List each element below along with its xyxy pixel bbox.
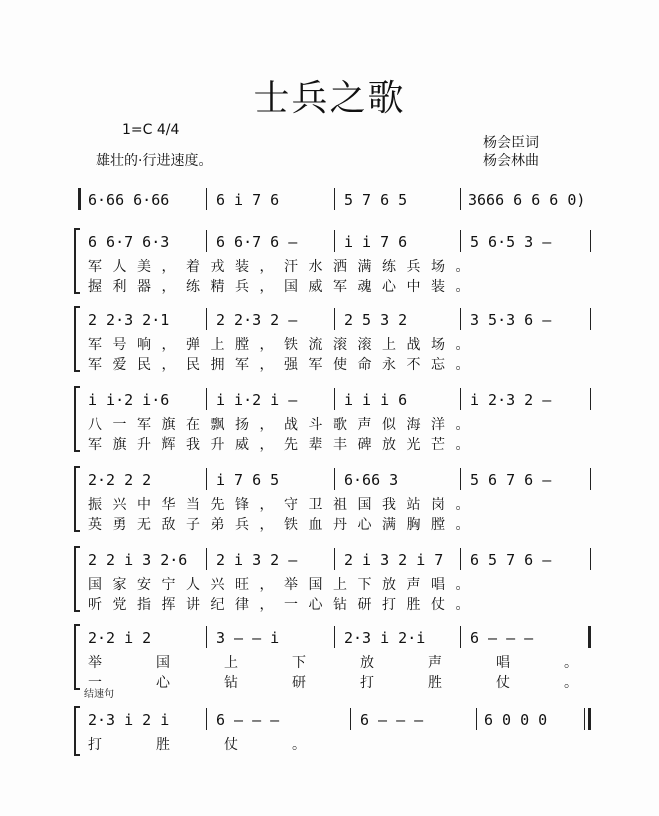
barline	[334, 308, 335, 330]
music-system	[78, 228, 594, 296]
barline	[334, 230, 335, 252]
composer-credit: 杨会林曲	[483, 153, 539, 169]
barline	[334, 188, 335, 210]
measure: 2·3 i 2 i	[88, 711, 170, 729]
measure: 2·3 i 2·i	[344, 629, 426, 647]
measure: 6 i 7 6	[216, 191, 280, 209]
barline	[206, 626, 207, 648]
measure: i i 7 6	[344, 233, 408, 251]
repeat-barline	[78, 188, 81, 210]
measure: 2·2 2 2	[88, 471, 152, 489]
measure: 6 – – –	[470, 629, 534, 647]
lyric-line-verse-1: 军号响，弹上膛，铁流滚滚上战场。	[88, 337, 480, 353]
barline	[206, 308, 207, 330]
lyric-line-verse-2: 军爱民，民拥军，强军使命永不忘。	[88, 357, 480, 373]
lyric-line-verse-2: 听党指挥讲纪律，一心钻研打胜仗。	[88, 597, 480, 613]
measure: 6 0 0 0	[484, 711, 548, 729]
barline	[460, 308, 461, 330]
barline	[334, 468, 335, 490]
barline	[206, 230, 207, 252]
repeat-end-barline	[588, 626, 591, 648]
key-signature: 1=C 4/4	[122, 122, 180, 138]
barline	[350, 708, 351, 730]
barline	[590, 308, 591, 330]
measure: 2 2 i 3 2·6	[88, 551, 188, 569]
notation-line	[78, 306, 594, 334]
measure: 5 7 6 5	[344, 191, 408, 209]
measure: 2 2·3 2·1	[88, 311, 170, 329]
measure: 2 2·3 2 –	[216, 311, 298, 329]
lyric-line-verse-1: 国家安宁人兴旺，举国上下放声唱。	[88, 577, 480, 593]
barline	[460, 188, 461, 210]
barline	[334, 626, 335, 648]
barline	[460, 548, 461, 570]
barline	[460, 626, 461, 648]
final-barline-thick	[588, 708, 591, 730]
lyric-line-verse-2: 军旗升辉我升威，先辈丰碑放光芒。	[88, 437, 480, 453]
notation-line	[78, 706, 594, 734]
barline	[206, 548, 207, 570]
notation-line	[78, 228, 594, 256]
barline	[206, 708, 207, 730]
barline	[334, 388, 335, 410]
lyric-line-verse-1: 军人美，着戎装，汗水洒满练兵场。	[88, 259, 480, 275]
measure: 5 6 7 6 –	[470, 471, 552, 489]
barline	[590, 548, 591, 570]
measure: 3 – – i	[216, 629, 280, 647]
tempo-marking: 雄壮的·行进速度。	[96, 153, 213, 169]
coda-label: 结速句	[84, 689, 114, 700]
barline	[590, 388, 591, 410]
notation-line	[78, 466, 594, 494]
barline	[590, 468, 591, 490]
music-system	[78, 306, 594, 374]
measure: 2 5 3 2	[344, 311, 408, 329]
barline	[476, 708, 477, 730]
music-system	[78, 386, 594, 454]
lyric-line-verse-2: 握利器，练精兵，国威军魂心中装。	[88, 279, 480, 295]
music-system	[78, 466, 594, 534]
music-system-coda	[78, 706, 594, 754]
lyric-line: 打胜仗。	[88, 737, 360, 753]
music-system-intro	[78, 186, 594, 214]
barline	[460, 388, 461, 410]
barline	[206, 188, 207, 210]
measure: 2 i 3 2 –	[216, 551, 298, 569]
measure: 2·2 i 2	[88, 629, 152, 647]
barline	[206, 388, 207, 410]
final-barline-thin	[584, 708, 585, 730]
measure: 3666 6 6 6 0)	[468, 191, 586, 209]
barline	[460, 468, 461, 490]
measure: 5 6·5 3 –	[470, 233, 552, 251]
barline	[460, 230, 461, 252]
measure: 6 6·7 6·3	[88, 233, 170, 251]
measure: i 2·3 2 –	[470, 391, 552, 409]
barline	[590, 230, 591, 252]
music-system	[78, 624, 632, 692]
measure: 6 5 7 6 –	[470, 551, 552, 569]
barline	[206, 468, 207, 490]
measure: i i·2 i·6	[88, 391, 170, 409]
song-title: 士兵之歌	[253, 78, 406, 119]
lyric-line-verse-2: 英勇无敌子弟兵，铁血丹心满胸膛。	[88, 517, 480, 533]
measure: 2 i 3 2 i 7	[344, 551, 444, 569]
lyric-line-verse-1: 八一军旗在飘扬，战斗歌声似海洋。	[88, 417, 480, 433]
measure: 3 5·3 6 –	[470, 311, 552, 329]
music-system	[78, 546, 594, 614]
notation-line	[78, 624, 594, 652]
measure: i i i 6	[344, 391, 408, 409]
measure: 6 – – –	[360, 711, 424, 729]
lyric-line-verse-1: 振兴中华当先锋，守卫祖国我站岗。	[88, 497, 480, 513]
notation-line	[78, 186, 594, 214]
measure: 6 – – –	[216, 711, 280, 729]
lyric-line-verse-2: 一心钻研打胜仗。	[88, 675, 632, 691]
notation-line	[78, 546, 594, 574]
measure: 6 6·7 6 –	[216, 233, 298, 251]
lyricist-credit: 杨会臣词	[483, 135, 539, 151]
lyric-line-verse-1: 举国上下放声唱。	[88, 655, 632, 671]
measure: i 7 6 5	[216, 471, 280, 489]
barline	[334, 548, 335, 570]
measure: 6·66 3	[344, 471, 399, 489]
measure: i i·2 i –	[216, 391, 298, 409]
measure: 6·66 6·66	[88, 191, 170, 209]
notation-line	[78, 386, 594, 414]
